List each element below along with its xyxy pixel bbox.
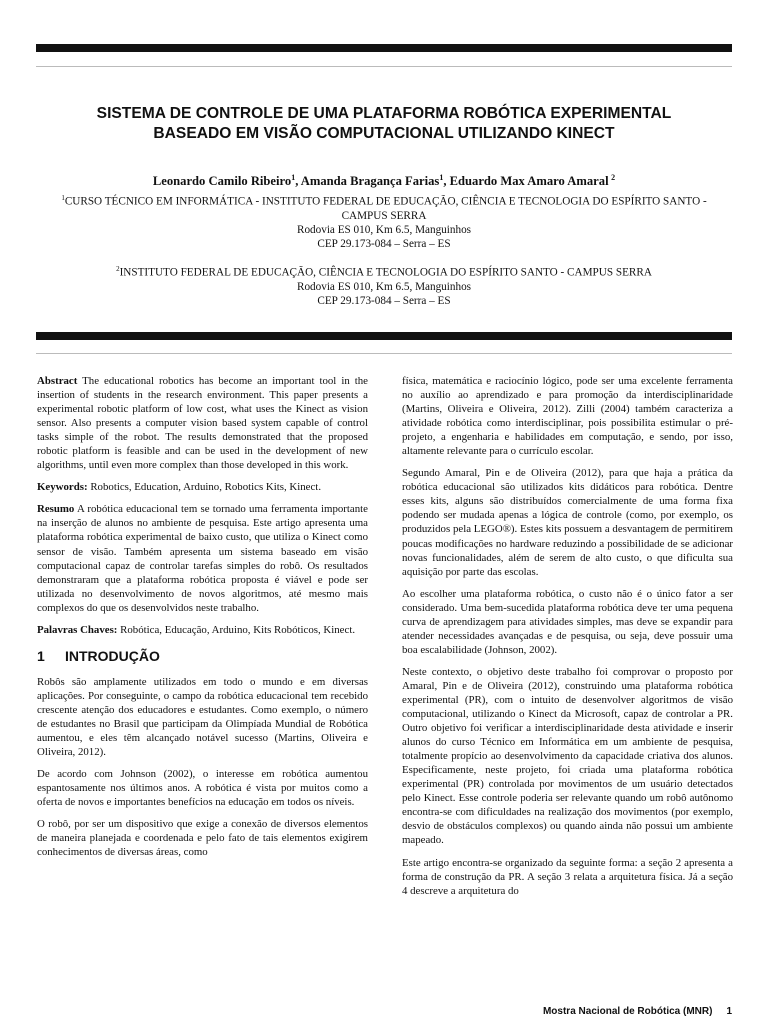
body-paragraph: Robôs são amplamente utilizados em todo o mundo e em diversas aplicações. Por conseguinte, o campo da robótica educacional tem recebido crescente atenção dos educadores e estudantes. Como exemplo, o número de estudantes no Brasil que participam da Olimpíada Mundial de Robótica aumentou, e eles têm alcançado notável sucesso (Martins, Oliveira e Oliveira, 2012). <box>37 675 368 759</box>
palavras-chaves-text: Robótica, Educação, Arduino, Kits Robóticos, Kinect. <box>117 623 356 636</box>
resumo-paragraph <box>37 502 368 614</box>
affiliation-address: Rodovia ES 010, Km 6.5, Manguinhos <box>296 223 472 236</box>
affiliation-mark: 2 <box>116 265 120 273</box>
abstract-label: Abstract <box>37 375 78 387</box>
author-name: Eduardo Max Amaro Amaral <box>449 174 609 189</box>
top-thin-rule <box>36 66 732 67</box>
body-paragraph: Neste contexto, o objetivo deste trabalho foi comprovar o proposto por Amaral, Pin e de Oliveira (2012), construindo uma plataforma robótica experimental (PR), com o intuito de desenvolver algoritmos de visão computacional, utilizando o Kinect da Microsoft, capaz de controlar a PR. Outro objetivo foi verificar a interdisciplinaridade desta atividade e inserir alunos do curso Técnico em Informática em um ambiente de pesquisa, totalmente propício ao desenvolvimento da capacidade criativa dos alunos. Especificamente, neste projeto, foi criada uma plataforma robótica experimental (PR) controlada por movimentos de um usuário detectados pelo Kinect. Esse controle poderia ser relevante quando um robô autônomo encontra-se com dificuldades na realização dos movimentos (por exemplo, desvio de obstáculos complexos) ou quando ainda não possui um ambiente mapeado. <box>402 665 733 847</box>
affiliation-line <box>60 191 708 223</box>
affiliation-institution: INSTITUTO FEDERAL DE EDUCAÇÃO, CIÊNCIA E TECNOLOGIA DO ESPÍRITO SANTO - CAMPUS SERRA <box>119 266 652 279</box>
body-paragraph: Segundo Amaral, Pin e de Oliveira (2012), para que haja a prática da robótica educacional são utilizados kits didáticos para robótica. Dentre esses kits, alguns são distribuídos comercialmente de uma forma fixa podendo ser mudada apenas a lógica de controle (como, por exemplo, os produzidos pela LEGO®). Estes kits possuem a desvantagem de permitirem poucas modificações no hardware reduzindo a possibilidade de se adicionar novas funcionalidades, além de serem de alto custo, o que dificulta sua aquisição por parte das escolas. <box>402 467 733 578</box>
keywords-label: Keywords: <box>37 481 88 494</box>
section-title: INTRODUÇÃO <box>65 647 160 664</box>
author-name: Amanda Bragança Farias <box>300 174 440 189</box>
author-affil-mark: 2 <box>611 173 616 182</box>
author-affil-mark: 1 <box>439 173 444 182</box>
affiliation-address: Rodovia ES 010, Km 6.5, Manguinhos <box>296 280 472 293</box>
right-column <box>402 374 733 906</box>
abstract-text: The educational robotics has become an important tool in the insertion of students in the research environment. This paper presents a experimental robotic platform of low cost, what uses the Kinect as vision sensor. Also presents a computer vision based system capable of control tasks simple of the robot. The results demonstrated that the proposed robotic platform is feasible and can be used in the development of new algorithms, until even more complex than those developed in this work. <box>37 375 368 472</box>
header-bottom-thick-rule <box>36 332 732 340</box>
affiliation-1 <box>60 191 708 251</box>
top-thick-rule <box>36 44 732 52</box>
affiliation-institution: CURSO TÉCNICO EM INFORMÁTICA - INSTITUTO FEDERAL DE EDUCAÇÃO, CIÊNCIA E TECNOLOGIA DO ESPÍRITO SANTO - CAMPUS SERRA <box>64 195 707 222</box>
section-heading-introducao <box>37 649 368 663</box>
page-number: 1 <box>726 1006 732 1017</box>
abstract-paragraph <box>37 374 368 472</box>
page-footer <box>543 1006 732 1017</box>
affiliation-line <box>60 262 708 280</box>
author-affil-mark: 1 <box>291 173 296 182</box>
body-paragraph: De acordo com Johnson (2002), o interesse em robótica aumentou espantosamente nos últimos anos. A robótica é vista por muitos como a oferta de novos e importantes benefícios na educação em todos os níveis. <box>37 768 368 809</box>
resumo-text: A robótica educacional tem se tornado uma ferramenta importante na inserção de alunos no ambiente de pesquisa. Este artigo apresenta uma plataforma robótica experimental de baixo custo, que utiliza o Kinect como sensor de visão. Também apresenta um sistema baseado em visão computacional capaz de controlar tarefas simples do robô. Os resultados demonstraram que a plataforma robótica proposta é viável e pode ser utilizada no desenvolvimento de novos algoritmos, até mesmo mais complexos do que os desenvolvidos neste trabalho. <box>37 503 368 614</box>
left-column <box>37 374 368 867</box>
affiliation-postal: CEP 29.173-084 – Serra – ES <box>317 237 451 250</box>
palavras-chaves-paragraph <box>37 623 368 637</box>
body-paragraph: Este artigo encontra-se organizado da seguinte forma: a seção 2 apresenta a forma de construção da PR. A seção 3 relata a arquitetura física. Já a seção 4 descreve a arquitetura do <box>402 856 733 897</box>
affiliation-postal: CEP 29.173-084 – Serra – ES <box>317 294 451 307</box>
paper-title: SISTEMA DE CONTROLE DE UMA PLATAFORMA ROBÓTICA EXPERIMENTAL BASEADO EM VISÃO COMPUTACIONAL UTILIZANDO KINECT <box>96 105 672 142</box>
affiliation-mark: 1 <box>61 194 65 202</box>
palavras-chaves-label: Palavras Chaves: <box>37 623 118 636</box>
keywords-text: Robotics, Education, Arduino, Robotics Kits, Kinect. <box>87 481 322 494</box>
author-name: Leonardo Camilo Ribeiro <box>152 174 292 189</box>
resumo-label: Resumo <box>37 503 75 516</box>
body-paragraph: O robô, por ser um dispositivo que exige a conexão de diversos elementos de maneira planejada e coordenada e pelo fato de tais elementos exigirem conhecimentos de diversas áreas, como <box>37 818 368 859</box>
author-list: Leonardo Camilo Ribeiro$^1$, Amanda Bragança Farias$^1$, Eduardo Max Amaro Amaral $^2$ <box>152 173 616 189</box>
section-number: 1 <box>37 647 45 664</box>
footer-venue: Mostra Nacional de Robótica (MNR) <box>542 1006 713 1017</box>
body-paragraph: física, matemática e raciocínio lógico, pode ser uma excelente ferramenta no auxílio ao aprendizado e para promoção da interdisciplinaridade (Martins, Oliveira e Oliveira, 2012). Zilli (2004) também caracteriza a atividade robótica como interdisciplinar, pois possibilita estimular o pré-projeto, a engenharia e habilidades em computação, e sendo, por isso, altamente relevante para o currículo escolar. <box>402 375 733 458</box>
affiliation-2 <box>60 262 708 308</box>
body-paragraph: Ao escolher uma plataforma robótica, o custo não é o único fator a ser considerado. Uma bem-sucedida plataforma robótica deve ter uma pequena curva de aprendizagem para atividades simples, mas deve se expandir para atender necessidades avançadas e de pesquisa, ou seja, deve possuir uma boa escalabilidade (Johnson, 2002). <box>402 587 733 656</box>
header-bottom-thin-rule <box>36 353 732 354</box>
keywords-paragraph <box>37 480 368 494</box>
